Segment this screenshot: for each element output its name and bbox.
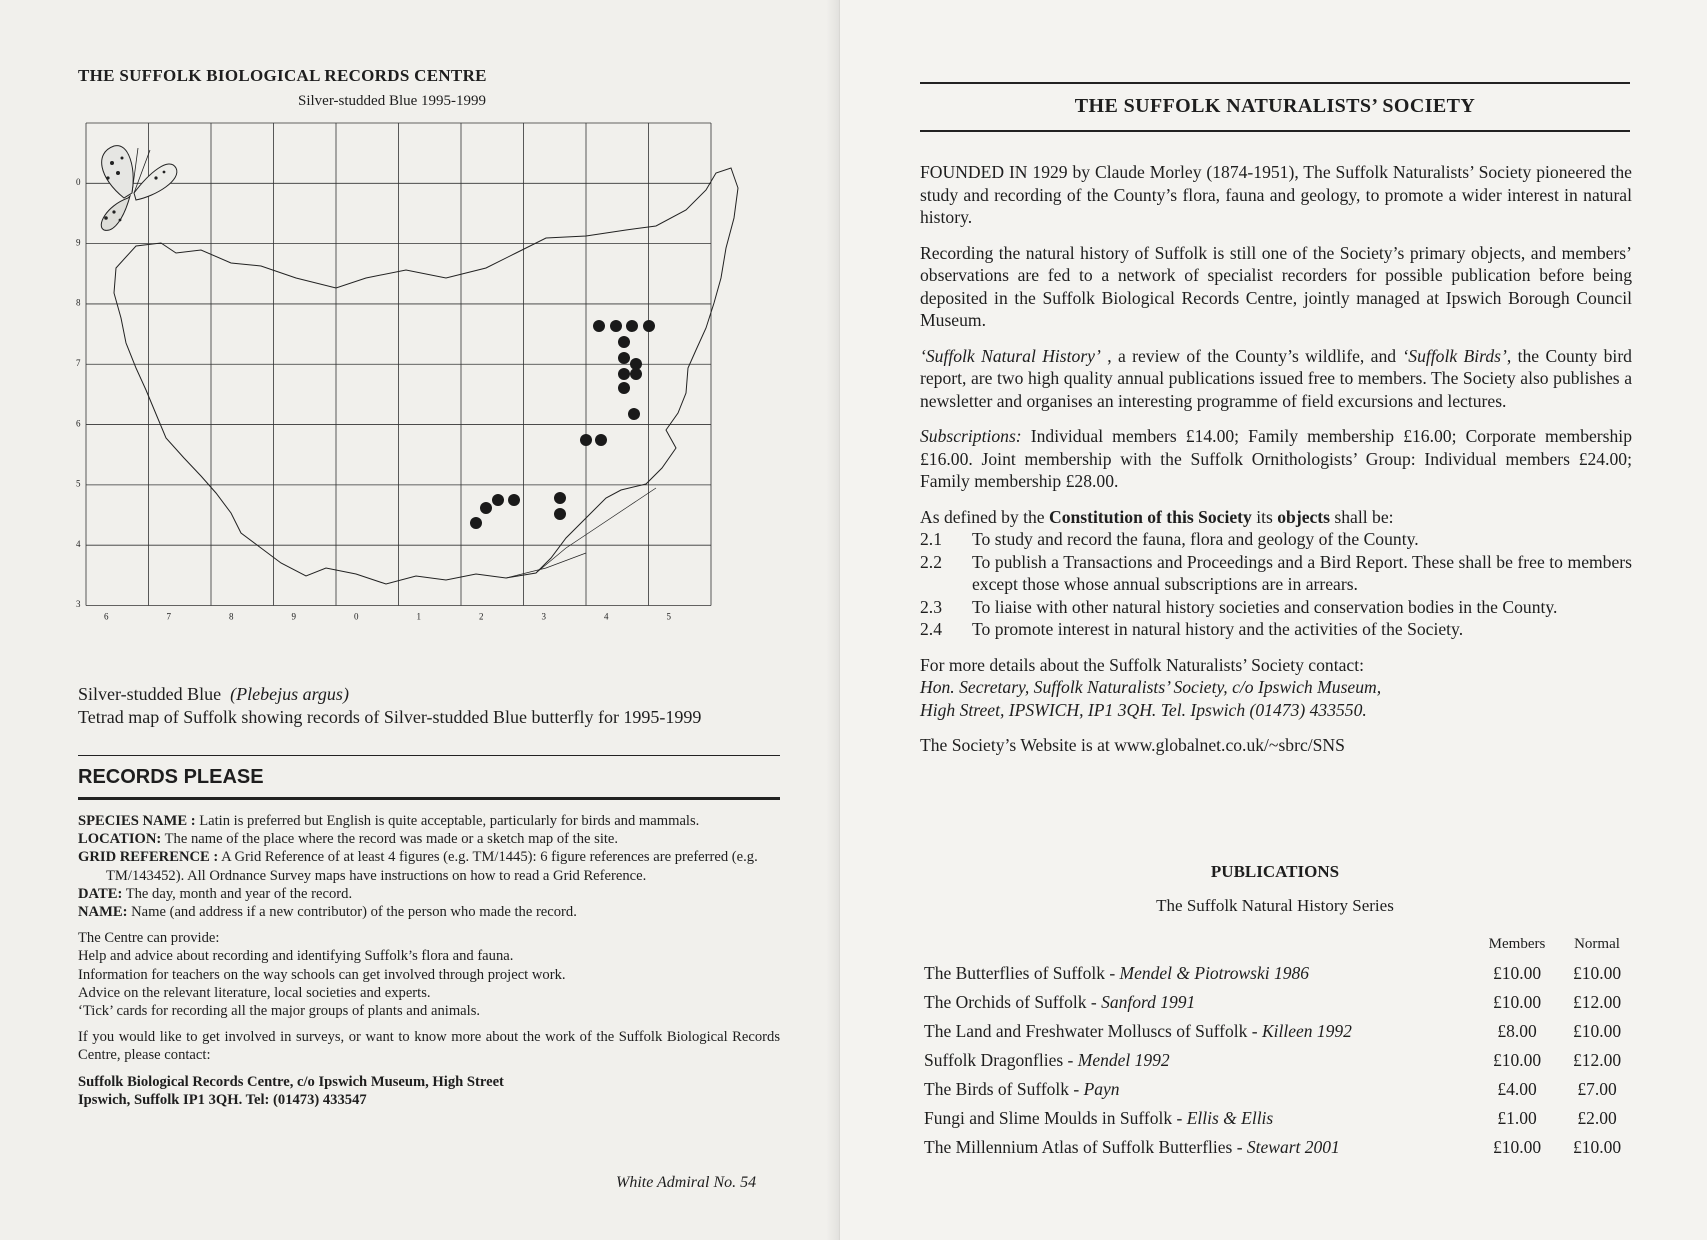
society-header: THE SUFFOLK NATURALISTS’ SOCIETY [1074,95,1476,117]
object-item: 2.3 To liaise with other natural history societies and conservation bodies in the County. [920,596,1558,617]
map-x-label: 8 [229,611,234,622]
map-x-label: 5 [666,611,671,622]
secretary-address: High Street, IPSWICH, IP1 3QH. Tel. Ipswich (01473) 433550. [920,699,1367,720]
map-x-label: 7 [166,611,171,622]
price-normal: £7.00 [1577,1079,1617,1099]
record-dot [610,320,622,332]
publication-row [924,959,1636,988]
suffolk-outline [114,168,738,584]
price-members: £10.00 [1492,1050,1542,1070]
record-item: NAME: Name (and address if a new contributor) of the person who made the record. [78,904,577,921]
publications-col-headers [924,936,1636,953]
constitution-intro: As defined by the Constitution of this Society its objects shall be: [920,506,1394,527]
involve-text: If you would like to get involved in surveys, or want to know more about the work of the Suffolk Biological Records Centre, please contact: [78,1029,780,1064]
publication-row [924,1017,1636,1046]
caption-text: Tetrad map of Suffolk showing records of Silver-studded Blue butterfly for 1995-1999 [78,707,702,727]
publication-title: The Butterflies of Suffolk - Mendel & Piotrowski 1986 [924,963,1309,983]
tetrad-map [66,118,786,658]
publication-title: The Orchids of Suffolk - Sanford 1991 [924,992,1196,1012]
price-members: £8.00 [1497,1021,1537,1041]
publication-title: Suffolk Dragonflies - Mendel 1992 [924,1050,1170,1070]
record-dot [470,517,482,529]
price-members: £10.00 [1492,1137,1542,1157]
records-centre-header: THE SUFFOLK BIOLOGICAL RECORDS CENTRE [78,66,487,85]
header-rule-top [920,82,1630,84]
map-y-label: 3 [76,599,81,610]
publications-paragraph: ‘Suffolk Natural History’ , a review of the County’s wildlife, and ‘Suffolk Birds’, the County bird report, are two high quality annual publications issued free to members. The Society also publishes a newsletter and organises an interesting programme of field excursions and lectures. [920,345,1632,411]
price-normal: £12.00 [1572,1050,1622,1070]
record-dot [508,494,520,506]
publication-title: The Millennium Atlas of Suffolk Butterflies - Stewart 2001 [924,1137,1340,1157]
publication-row [924,1046,1636,1075]
record-dot [618,382,630,394]
record-dot [628,408,640,420]
subscriptions-paragraph: Subscriptions: Individual members £14.00; Family membership £16.00; Corporate membership £16.00. Joint membership with the Suffolk Ornithologists’ Group: Individual members £24.00; Family membership £28.00. [920,426,1632,491]
record-dot [580,434,592,446]
price-members: £1.00 [1497,1108,1537,1128]
map-x-label: 0 [354,611,359,622]
price-normal: £10.00 [1572,1137,1622,1157]
record-item: LOCATION: The name of the place where the record was made or a sketch map of the site. [78,831,619,848]
series-title: The Suffolk Natural History Series [1156,896,1394,915]
details-intro: For more details about the Suffolk Naturalists’ Society contact: [920,654,1364,675]
centre-intro: The Centre can provide: [78,930,220,947]
map-x-label: 4 [604,611,609,622]
record-dot [618,368,630,380]
record-dot [492,494,504,506]
left-page [0,0,840,1240]
price-normal: £10.00 [1572,1021,1622,1041]
caption-common-name: Silver-studded Blue [78,684,222,704]
map-y-label: 5 [76,478,81,489]
object-item: 2.4 To promote interest in natural history and the activities of the Society. [920,619,1464,639]
publication-title: Fungi and Slime Moulds in Suffolk - Ellis & Ellis [924,1108,1274,1128]
record-dot [618,352,630,364]
map-x-label: 3 [541,611,546,622]
record-item: SPECIES NAME : Latin is preferred but English is quite acceptable, particularly for birds and mammals. [78,813,700,829]
butterfly-illustration [101,146,177,231]
website-line: The Society’s Website is at www.globalnet.co.uk/~sbrc/SNS [920,735,1345,755]
publication-row [924,988,1636,1017]
price-normal: £12.00 [1572,992,1622,1012]
records-list [78,812,780,1109]
col-normal: Normal [1574,936,1620,952]
record-dot [643,320,655,332]
price-normal: £2.00 [1577,1108,1617,1128]
caption-latin-name: (Plebejus argus) [230,684,349,704]
publication-title: The Birds of Suffolk - Payn [924,1079,1120,1099]
centre-service: Information for teachers on the way schools can get involved through project work. [78,966,566,983]
map-x-label: 9 [291,611,296,622]
map-y-label: 6 [76,418,81,429]
map-caption [78,683,798,729]
header-rule-bottom [920,130,1630,132]
divider-thick [78,797,780,800]
centre-service: Advice on the relevant literature, local societies and experts. [78,984,431,1001]
record-dot [480,502,492,514]
recording-paragraph: Recording the natural history of Suffolk is still one of the Society’s primary objects, and members’ observations are fed to a network of specialist recorders for possible publication before being deposited in the Suffolk Biological Records Centre, jointly managed at Ipswich Borough Council Museum. [920,242,1632,330]
record-dot [630,358,642,370]
map-y-label: 7 [76,357,81,368]
col-members: Members [1488,936,1546,952]
publication-row [924,1075,1636,1104]
record-dot [554,492,566,504]
publications-heading: PUBLICATIONS [1210,862,1340,881]
map-y-label: 0 [76,177,81,187]
record-dot [554,508,566,520]
object-item: 2.1 To study and record the fauna, flora and geology of the County. [920,529,1419,549]
price-members: £10.00 [1492,992,1542,1012]
record-item: DATE: The day, month and year of the record. [78,885,353,902]
record-dot [593,320,605,332]
centre-service: Help and advice about recording and identifying Suffolk’s flora and fauna. [78,948,514,965]
records-please-heading: RECORDS PLEASE [78,766,264,788]
record-item: GRID REFERENCE : A Grid Reference of at least 4 figures (e.g. TM/1445): 6 figure references are preferred (e.g. TM/143452). All Ordnance Survey maps have instructions on how to read a Grid Reference. [78,849,758,884]
map-x-label: 6 [104,611,109,622]
centre-contact-line: Ipswich, Suffolk IP1 3QH. Tel: (01473) 433547 [78,1091,367,1108]
publication-title: The Land and Freshwater Molluscs of Suffolk - Killeen 1992 [924,1021,1352,1041]
secretary-address: Hon. Secretary, Suffolk Naturalists’ Society, c/o Ipswich Museum, [920,677,1382,697]
divider [78,755,780,756]
price-members: £4.00 [1497,1079,1537,1099]
map-y-label: 8 [76,297,81,308]
record-dot [626,320,638,332]
centre-service: ‘Tick’ cards for recording all the major groups of plants and animals. [78,1003,481,1020]
price-members: £10.00 [1492,963,1542,983]
map-title: Silver-studded Blue 1995-1999 [298,93,487,109]
publication-row [924,1104,1636,1133]
estuary-line [506,488,656,578]
centre-contact-line: Suffolk Biological Records Centre, c/o Ipswich Museum, High Street [78,1073,504,1090]
map-x-label: 2 [479,611,484,622]
map-grid [86,123,711,606]
record-dot [595,434,607,446]
society-body [920,161,1632,770]
page-footer: White Admiral No. 54 [616,1174,757,1191]
founded-paragraph: FOUNDED IN 1929 by Claude Morley (1874-1951), The Suffolk Naturalists’ Society pioneered the study and recording of the County’s flora, fauna and geology, to promote a wider interest in natural history. [920,162,1632,227]
publication-row [924,1133,1636,1162]
record-dot [618,336,630,348]
object-item: 2.2 To publish a Transactions and Proceedings and a Bird Report. These shall be free to members except those whose annual subscriptions are in arrears. [920,551,1632,594]
publications-table [924,936,1636,1162]
map-x-label: 1 [416,611,421,622]
price-normal: £10.00 [1572,963,1622,983]
map-y-label: 9 [76,237,81,248]
map-y-label: 4 [76,538,81,549]
